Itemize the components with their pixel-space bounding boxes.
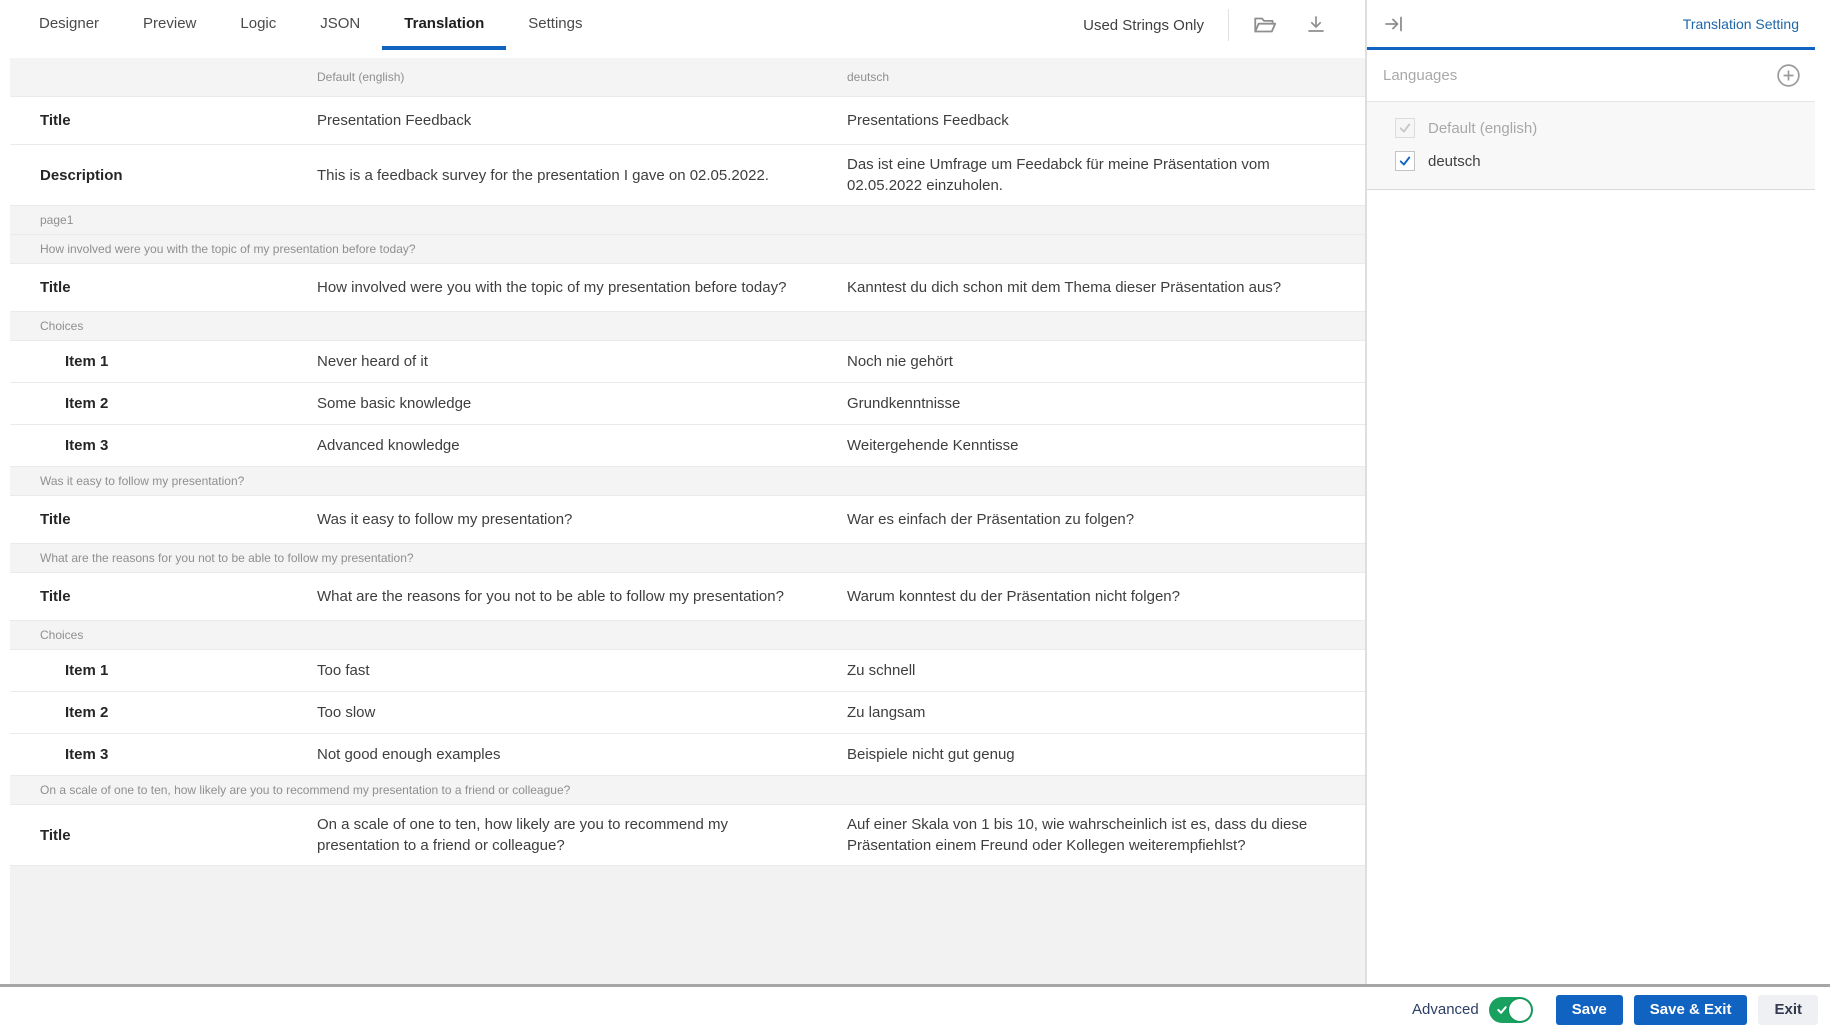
row-label: Title <box>40 112 71 129</box>
advanced-label: Advanced <box>1412 1001 1479 1018</box>
row-label: Description <box>40 166 123 184</box>
section-row <box>10 312 1365 341</box>
tab-designer[interactable]: Designer <box>39 14 100 32</box>
tab-settings[interactable]: Settings <box>528 14 583 32</box>
used-strings-only-control[interactable]: Used Strings Only <box>1083 16 1204 34</box>
cell-deutsch[interactable]: Noch nie gehört <box>847 353 953 370</box>
cell-default-english[interactable]: Too fast <box>317 662 370 679</box>
row-label: Item 1 <box>65 353 109 370</box>
import-button[interactable] <box>1239 12 1291 38</box>
row-label: Title <box>40 588 71 605</box>
translation-setting-link[interactable]: Translation Setting <box>1682 15 1799 32</box>
languages-panel <box>1367 50 1815 190</box>
languages-header <box>1367 50 1815 102</box>
section-label: Choices <box>40 318 84 333</box>
collapse-panel-button[interactable] <box>1383 13 1405 35</box>
translation-row <box>10 264 1365 312</box>
cell-deutsch[interactable]: Presentations Feedback <box>847 112 1009 129</box>
cell-default-english[interactable]: Not good enough examples <box>317 746 501 763</box>
language-label: Default (english) <box>1428 119 1538 137</box>
tab-preview[interactable]: Preview <box>143 14 197 32</box>
advanced-control <box>1412 997 1533 1023</box>
translation-table <box>10 58 1365 984</box>
exit-button[interactable]: Exit <box>1758 995 1818 1025</box>
toolbar-actions <box>1083 0 1365 50</box>
translation-row <box>10 145 1365 206</box>
cell-deutsch[interactable]: War es einfach der Präsentation zu folgen? <box>847 511 1135 528</box>
check-icon <box>1496 1004 1508 1016</box>
languages-list <box>1367 102 1815 189</box>
section-label: Choices <box>40 627 84 642</box>
section-label: Was it easy to follow my presentation? <box>40 473 245 488</box>
section-label: How involved were you with the topic of my presentation before today? <box>40 241 416 256</box>
tab-json[interactable]: JSON <box>320 14 361 32</box>
collapse-right-icon <box>1383 13 1405 35</box>
cell-default-english[interactable]: How involved were you with the topic of my presentation before today? <box>317 279 787 296</box>
translation-row <box>10 692 1365 734</box>
export-button[interactable] <box>1291 13 1341 37</box>
tab-logic[interactable]: Logic <box>240 14 277 32</box>
cell-deutsch[interactable]: Kanntest du dich schon mit dem Thema dieser Präsentation aus? <box>847 279 1282 296</box>
table-filler <box>10 866 1365 984</box>
row-label: Title <box>40 279 71 296</box>
language-item <box>1395 151 1815 171</box>
cell-default-english[interactable]: Was it easy to follow my presentation? <box>317 511 573 528</box>
section-row <box>10 206 1365 235</box>
section-label: page1 <box>40 212 74 227</box>
cell-default-english[interactable]: What are the reasons for you not to be able to follow my presentation? <box>317 588 784 605</box>
translation-row <box>10 425 1365 467</box>
languages-title: Languages <box>1383 67 1458 84</box>
language-checkbox <box>1395 118 1415 138</box>
translation-row <box>10 573 1365 621</box>
col-header-default: Default (english) <box>317 69 405 84</box>
translation-row <box>10 650 1365 692</box>
cell-deutsch[interactable]: Weitergehende Kenntisse <box>847 437 1019 454</box>
col-header-deutsch: deutsch <box>847 69 890 84</box>
cell-default-english[interactable]: Never heard of it <box>317 353 428 370</box>
section-label: What are the reasons for you not to be able to follow my presentation? <box>40 550 414 565</box>
cell-deutsch[interactable]: Warum konntest du der Präsentation nicht folgen? <box>847 588 1180 605</box>
check-icon <box>1398 154 1412 168</box>
cell-default-english[interactable]: On a scale of one to ten, how likely are you to recommend my presentation to a friend or colleague? <box>317 816 729 854</box>
cell-default-english[interactable]: Too slow <box>317 704 376 721</box>
section-row <box>10 467 1365 496</box>
row-label: Item 1 <box>65 662 109 679</box>
language-checkbox[interactable] <box>1395 151 1415 171</box>
translation-row <box>10 383 1365 425</box>
cell-default-english[interactable]: Presentation Feedback <box>317 112 472 129</box>
translation-row <box>10 496 1365 544</box>
cell-deutsch[interactable]: Zu schnell <box>847 662 916 679</box>
sidebar-header <box>1367 0 1815 50</box>
footer-action-bar <box>0 984 1830 1032</box>
section-row <box>10 235 1365 264</box>
cell-default-english[interactable]: Some basic knowledge <box>317 395 472 412</box>
plus-circle-icon <box>1775 62 1802 89</box>
cell-deutsch[interactable]: Beispiele nicht gut genug <box>847 746 1015 763</box>
save-button[interactable]: Save <box>1556 995 1623 1025</box>
add-language-button[interactable] <box>1775 62 1802 89</box>
toolbar-divider <box>1228 9 1229 41</box>
cell-default-english[interactable]: This is a feedback survey for the presentation I gave on 02.05.2022. <box>317 166 769 184</box>
row-label: Item 3 <box>65 437 109 454</box>
language-label: deutsch <box>1428 152 1481 170</box>
folder-icon <box>1252 12 1278 38</box>
row-label: Item 2 <box>65 704 109 721</box>
translation-row <box>10 734 1365 776</box>
toggle-knob <box>1509 999 1531 1021</box>
tab-translation[interactable]: Translation <box>382 0 506 50</box>
cell-deutsch[interactable]: Grundkenntnisse <box>847 395 961 412</box>
sidebar-panel <box>1365 0 1830 984</box>
table-header-row <box>10 58 1365 97</box>
cell-default-english[interactable]: Advanced knowledge <box>317 437 460 454</box>
cell-deutsch[interactable]: Auf einer Skala von 1 bis 10, wie wahrscheinlich ist es, dass du diese Präsentation einem Freund oder Kollegen weiterempfiehlst? <box>847 816 1308 854</box>
check-icon <box>1398 121 1412 135</box>
translation-row <box>10 805 1365 866</box>
translation-row <box>10 97 1365 145</box>
section-row <box>10 544 1365 573</box>
language-item <box>1395 118 1815 138</box>
row-label: Title <box>40 511 71 528</box>
translation-table-body <box>10 97 1365 866</box>
cell-deutsch[interactable]: Zu langsam <box>847 704 926 721</box>
cell-deutsch[interactable]: Das ist eine Umfrage um Feedabck für meine Präsentation vom 02.05.2022 einzuholen. <box>847 156 1270 194</box>
translation-row <box>10 341 1365 383</box>
section-row <box>10 776 1365 805</box>
row-label: Item 3 <box>65 746 109 763</box>
row-label: Item 2 <box>65 395 109 412</box>
tab-bar <box>0 0 1365 50</box>
tab-list <box>17 0 605 50</box>
section-row <box>10 621 1365 650</box>
save-exit-button[interactable]: Save & Exit <box>1634 995 1748 1025</box>
advanced-toggle[interactable] <box>1489 997 1533 1023</box>
section-label: On a scale of one to ten, how likely are you to recommend my presentation to a friend or colleague? <box>40 782 571 797</box>
row-label: Title <box>40 826 71 844</box>
download-icon <box>1304 13 1328 37</box>
